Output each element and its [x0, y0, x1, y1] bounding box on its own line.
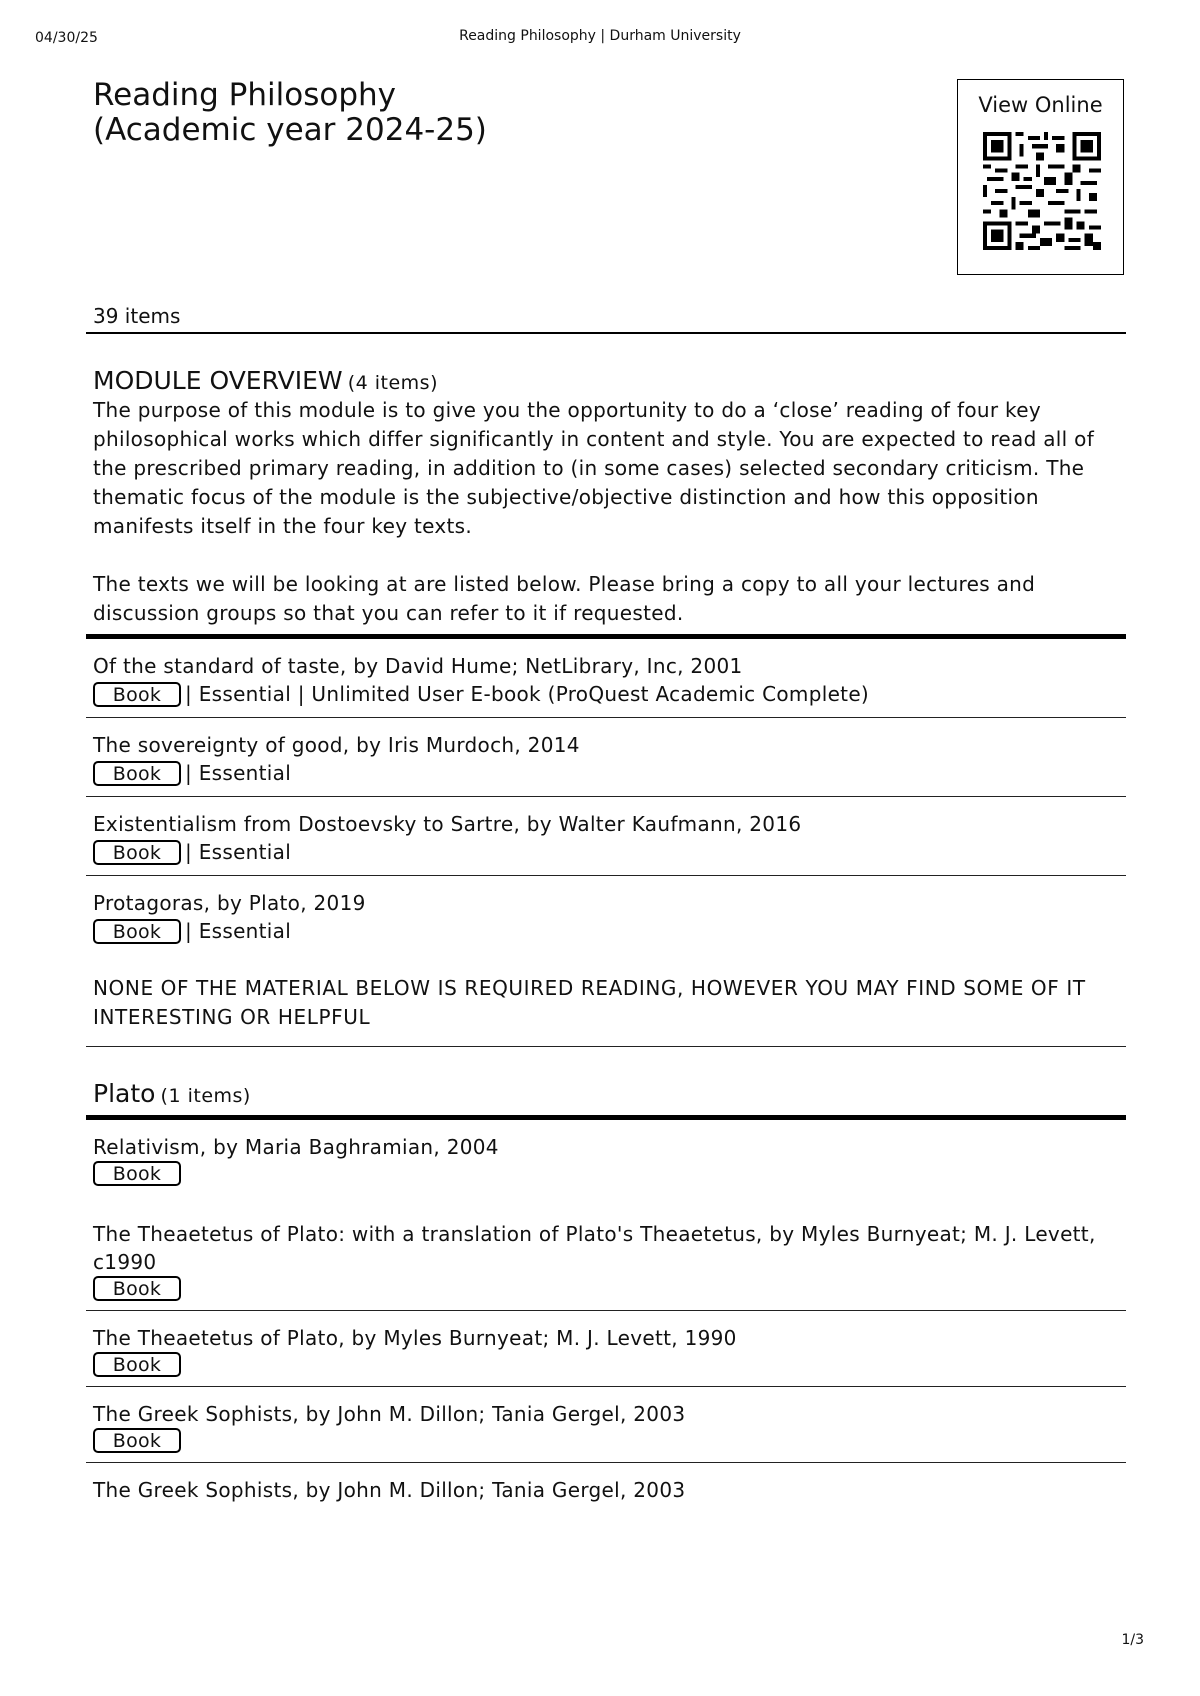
list-item[interactable]	[86, 1120, 1126, 1220]
page-title-line-2: (Academic year 2024-25)	[93, 112, 487, 148]
reading-list	[86, 300, 1126, 1513]
page-number: 1/3	[1121, 1632, 1144, 1648]
section-name[interactable]: Plato	[93, 1079, 156, 1108]
list-item[interactable]	[86, 639, 1126, 717]
list-item[interactable]	[86, 797, 1126, 875]
item-importance: | Essential	[185, 919, 292, 943]
list-item[interactable]	[86, 1220, 1126, 1310]
list-item[interactable]	[86, 876, 1126, 954]
section-description	[86, 396, 1126, 628]
item-count: 39 items	[93, 304, 181, 328]
list-item[interactable]	[86, 718, 1126, 796]
item-importance: | Essential	[185, 761, 292, 785]
divider	[86, 1046, 1126, 1047]
resource-type-badge: Book	[93, 1276, 181, 1301]
section-count: (1 items)	[160, 1085, 251, 1107]
item-citation[interactable]: The Greek Sophists, by John M. Dillon; Tania Gergel, 2003	[93, 1402, 686, 1426]
description-paragraph: The purpose of this module is to give you the opportunity to do a ‘close’ reading of four key philosophical works which differ significantly in content and style. You are expected to read all of the prescribed primary reading, in addition to (in some cases) selected secondary criticism. The thematic focus of the module is the subjective/objective distinction and how this opposition manifests itself in the four key texts.	[93, 398, 1095, 538]
section-name[interactable]: MODULE OVERVIEW	[93, 366, 343, 395]
resource-type-badge: Book	[93, 1428, 181, 1453]
item-citation[interactable]: Protagoras, by Plato, 2019	[93, 891, 366, 915]
section-heading-module-overview[interactable]	[86, 366, 1126, 396]
resource-type-badge: Book	[93, 1161, 181, 1186]
resource-type-badge: Book	[93, 840, 181, 865]
item-citation[interactable]: Of the standard of taste, by David Hume; NetLibrary, Inc, 2001	[93, 654, 743, 678]
list-item[interactable]	[86, 1387, 1126, 1462]
item-citation[interactable]: Relativism, by Maria Baghramian, 2004	[93, 1135, 499, 1159]
item-importance: | Essential | Unlimited User E-book (ProQuest Academic Complete)	[185, 682, 870, 706]
page-title-line-1: Reading Philosophy	[93, 77, 397, 113]
item-citation[interactable]: The sovereignty of good, by Iris Murdoch, 2014	[93, 733, 580, 757]
item-citation[interactable]: The Theaetetus of Plato, by Myles Burnyeat; M. J. Levett, 1990	[93, 1326, 737, 1350]
view-online-label[interactable]: View Online	[978, 93, 1103, 117]
section-heading-plato[interactable]	[86, 1079, 1126, 1109]
item-citation[interactable]: The Greek Sophists, by John M. Dillon; Tania Gergel, 2003	[93, 1478, 686, 1502]
qr-code-icon[interactable]	[983, 132, 1101, 250]
list-item[interactable]	[86, 1311, 1126, 1386]
resource-type-badge: Book	[93, 919, 181, 944]
page-title	[93, 78, 487, 148]
section-note: NONE OF THE MATERIAL BELOW IS REQUIRED READING, HOWEVER YOU MAY FIND SOME OF IT INTERESTING OR HELPFUL	[93, 976, 1086, 1029]
divider	[86, 332, 1126, 334]
section-count: (4 items)	[347, 372, 438, 394]
print-title: Reading Philosophy | Durham University	[459, 28, 741, 44]
view-online-box[interactable]	[957, 79, 1124, 275]
list-item[interactable]	[86, 1463, 1126, 1513]
item-citation[interactable]: Existentialism from Dostoevsky to Sartre, by Walter Kaufmann, 2016	[93, 812, 802, 836]
print-header	[0, 28, 1200, 48]
resource-type-badge: Book	[93, 761, 181, 786]
resource-type-badge: Book	[93, 682, 181, 707]
print-date: 04/30/25	[35, 30, 98, 46]
item-importance: | Essential	[185, 840, 292, 864]
resource-type-badge: Book	[93, 1352, 181, 1377]
description-paragraph: The texts we will be looking at are listed below. Please bring a copy to all your lectures and discussion groups so that you can refer to it if requested.	[93, 572, 1036, 625]
item-citation[interactable]: The Theaetetus of Plato: with a translation of Plato's Theaetetus, by Myles Burnyeat; M. J. Levett, c1990	[93, 1222, 1096, 1274]
